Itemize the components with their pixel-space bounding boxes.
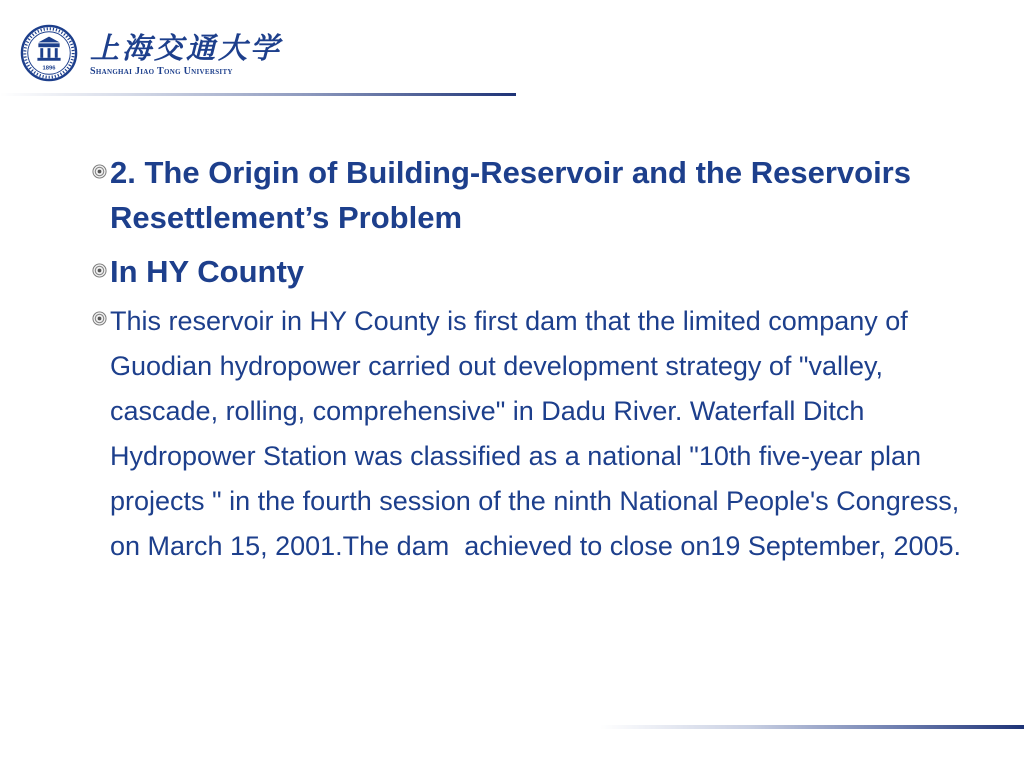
bullet-text: This reservoir in HY County is first dam that the limited company of Guodian hydropower carried out development strategy of "valley, cascade, rolling, comprehensive" in Dadu River. Waterfall Ditch Hydropower Station was classified as a national "10th five-year plan projects " in the fourth session of the ninth National People's Congress, on March 15, 2001.The dam achieved to close on19 September, 2005.	[110, 306, 967, 561]
bullet-text: 2. The Origin of Building-Reservoir and the Reservoirs Resettlement’s Problem	[110, 155, 911, 235]
emblem-year: 1896	[42, 65, 56, 72]
target-bullet-icon	[92, 311, 107, 326]
bullet-list	[92, 150, 972, 569]
university-emblem-icon	[20, 24, 78, 82]
footer-divider	[600, 725, 1024, 729]
target-bullet-icon	[92, 164, 107, 179]
bullet-item-subtitle	[92, 249, 972, 294]
logo-name-chinese: 上海交通大学	[90, 31, 283, 65]
bullet-item-title	[92, 150, 972, 240]
university-logo	[18, 20, 283, 84]
target-bullet-icon	[92, 263, 107, 278]
bullet-item-body	[92, 299, 972, 569]
header-divider	[0, 93, 516, 96]
bullet-text: In HY County	[110, 254, 305, 289]
logo-name-english: Shanghai Jiao Tong University	[90, 66, 233, 77]
